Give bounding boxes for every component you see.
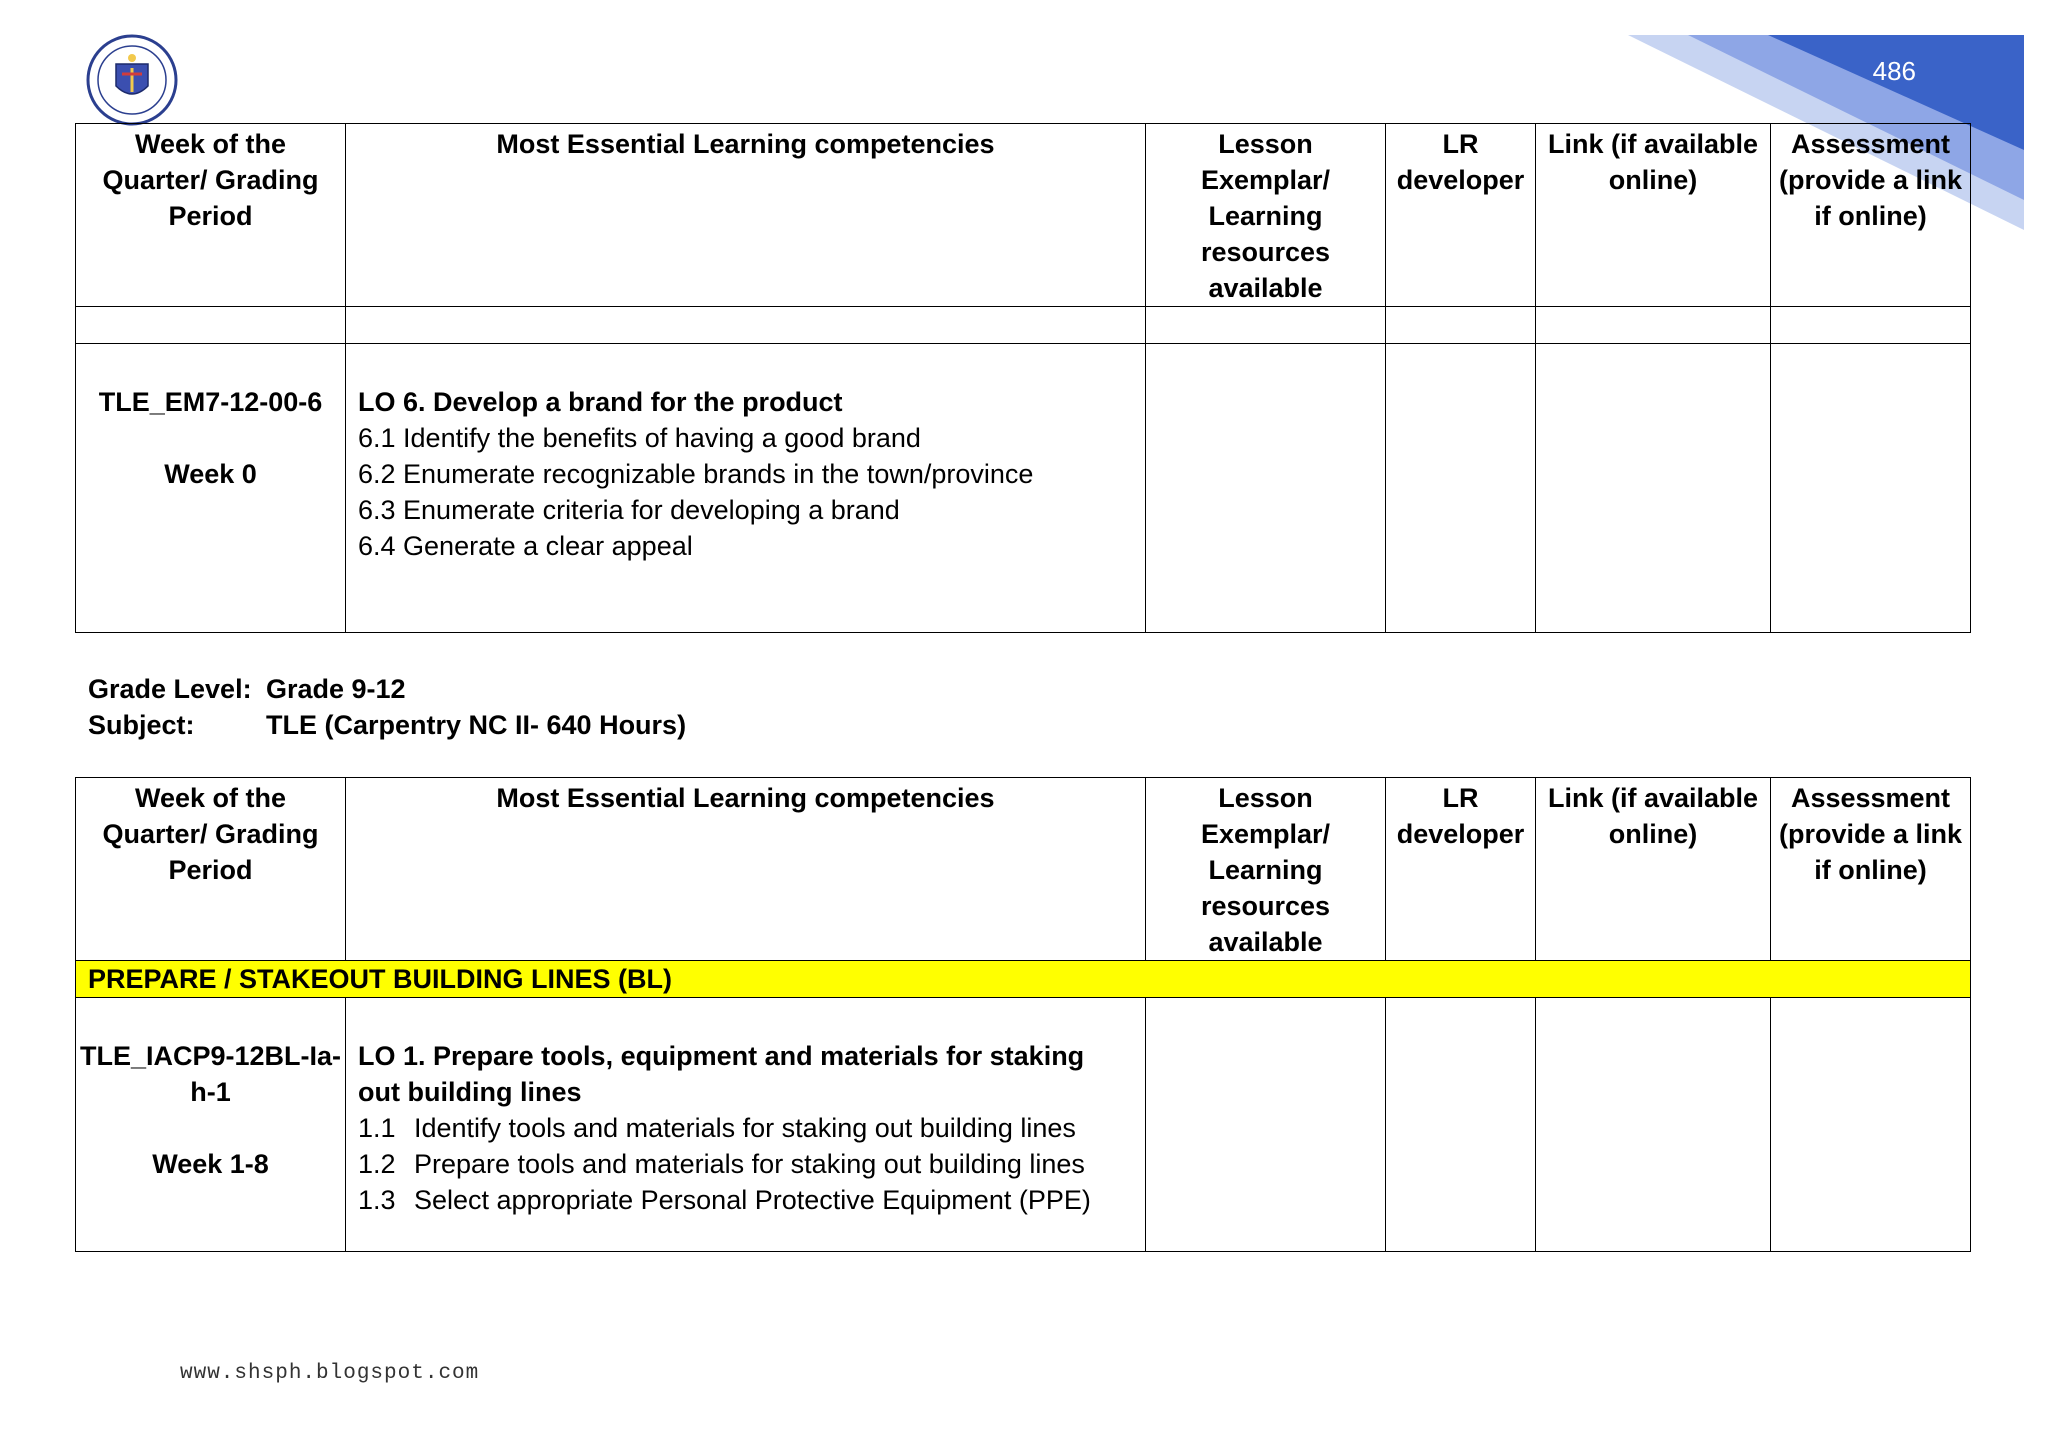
list-item: 1.2 Prepare tools and materials for staking out building lines	[358, 1149, 1085, 1179]
header-competencies: Most Essential Learning competencies	[346, 778, 1146, 961]
competencies-table-1	[75, 123, 1971, 633]
grade-level-value: Grade 9-12	[266, 674, 406, 704]
deped-seal-logo	[86, 34, 178, 126]
header-lesson-exemplar: Lesson Exemplar/ Learning resources available	[1146, 778, 1386, 961]
list-item: 1.1 Identify tools and materials for staking out building lines	[358, 1113, 1076, 1143]
competency-cell	[346, 344, 1146, 633]
footer-url: www.shsph.blogspot.com	[180, 1362, 480, 1385]
competency-code: TLE_EM7-12-00-6	[98, 387, 323, 417]
table-header-row	[76, 778, 1971, 961]
header-week: Week of the Quarter/ Grading Period	[76, 124, 346, 307]
header-lr-developer: LR developer	[1386, 778, 1536, 961]
header-competencies: Most Essential Learning competencies	[346, 124, 1146, 307]
competency-cell	[346, 998, 1146, 1252]
list-item: 1.3 Select appropriate Personal Protective Equipment (PPE)	[358, 1185, 1091, 1215]
table-row	[76, 998, 1971, 1252]
table-header-row	[76, 124, 1971, 307]
header-lr-developer: LR developer	[1386, 124, 1536, 307]
lo-title: LO 1. Prepare tools, equipment and materials for staking out building lines	[358, 1041, 1085, 1107]
week-label: Week 1-8	[152, 1149, 269, 1179]
competencies-table-2	[75, 777, 1971, 1252]
course-meta	[88, 671, 686, 743]
week-label: Week 0	[164, 459, 257, 489]
list-item: 6.3 Enumerate criteria for developing a brand	[358, 495, 900, 525]
page-number: 486	[1872, 56, 1916, 86]
empty-row	[76, 307, 1971, 344]
header-assessment: Assessment (provide a link if online)	[1771, 124, 1971, 307]
competency-code: TLE_IACP9-12BL-Ia-h-1	[79, 1041, 342, 1107]
header-lesson-exemplar: Lesson Exemplar/ Learning resources available	[1146, 124, 1386, 307]
subject-value: TLE (Carpentry NC II- 640 Hours)	[266, 710, 687, 740]
week-cell	[76, 998, 346, 1252]
header-link: Link (if available online)	[1536, 124, 1771, 307]
subject-label: Subject:	[88, 710, 195, 740]
header-week: Week of the Quarter/ Grading Period	[76, 778, 346, 961]
grade-level-label: Grade Level:	[88, 674, 252, 704]
header-link: Link (if available online)	[1536, 778, 1771, 961]
list-item: 6.4 Generate a clear appeal	[358, 531, 693, 561]
header-assessment: Assessment (provide a link if online)	[1771, 778, 1971, 961]
section-heading: PREPARE / STAKEOUT BUILDING LINES (BL)	[76, 961, 1971, 998]
week-cell	[76, 344, 346, 633]
table-row	[76, 344, 1971, 633]
lo-title: LO 6. Develop a brand for the product	[358, 387, 843, 417]
list-item: 6.1 Identify the benefits of having a good brand	[358, 423, 921, 453]
list-item: 6.2 Enumerate recognizable brands in the town/province	[358, 459, 1034, 489]
section-heading-row	[76, 961, 1971, 998]
